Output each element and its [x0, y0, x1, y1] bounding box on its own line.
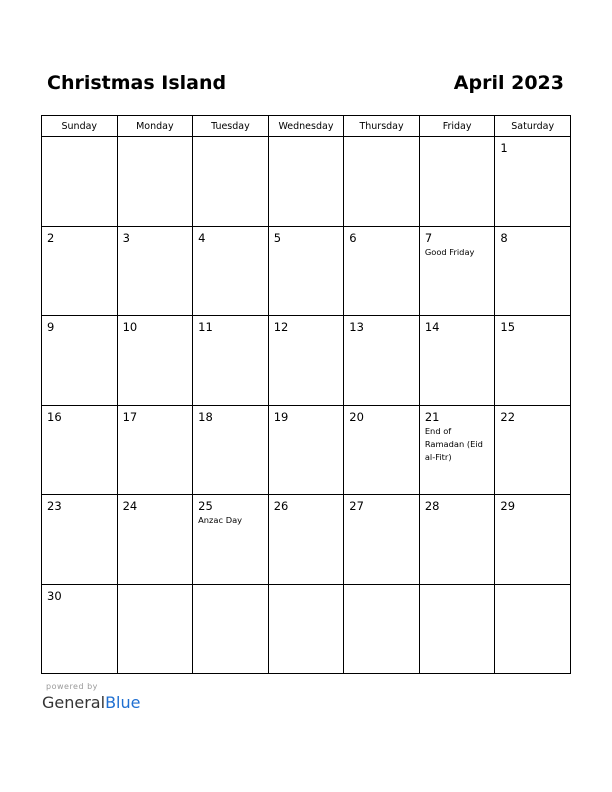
day-number: 25 — [198, 499, 213, 513]
day-cell — [42, 137, 118, 227]
day-number: 10 — [122, 320, 138, 334]
day-number: 15 — [500, 320, 516, 334]
day-number: 26 — [273, 499, 289, 513]
day-cell — [495, 137, 571, 227]
day-number: 28 — [424, 499, 440, 513]
day-cell — [42, 584, 118, 674]
day-cell — [268, 495, 344, 585]
day-cell — [419, 316, 495, 406]
day-cell — [495, 495, 571, 585]
day-number: 21 — [424, 409, 440, 424]
day-cell — [268, 137, 344, 227]
logo-text-general: General — [42, 693, 106, 712]
day-cell — [495, 405, 571, 495]
day-cell — [495, 226, 571, 316]
day-number: 30 — [47, 588, 62, 603]
day-number: 22 — [500, 409, 516, 424]
week-row — [42, 495, 571, 585]
day-cell — [42, 226, 118, 316]
day-cell — [193, 226, 269, 316]
day-number: 8 — [500, 230, 508, 245]
day-cell — [193, 137, 269, 227]
day-cell — [419, 405, 495, 495]
day-number: 20 — [349, 409, 364, 424]
day-cell — [344, 226, 420, 316]
day-number: 19 — [273, 409, 289, 424]
day-cell — [419, 584, 495, 674]
calendar-body — [42, 137, 571, 674]
generalblue-logo[interactable] — [42, 693, 140, 712]
day-number: 17 — [122, 409, 138, 424]
week-row — [42, 584, 571, 674]
day-cell — [419, 226, 495, 316]
day-number: 11 — [198, 320, 213, 334]
day-cell — [193, 316, 269, 406]
day-number: 16 — [47, 409, 62, 424]
day-number: 2 — [47, 230, 55, 245]
day-number: 7 — [424, 230, 433, 245]
day-number: 6 — [349, 230, 357, 245]
week-row — [42, 226, 571, 316]
day-cell — [117, 137, 193, 227]
day-cell — [495, 316, 571, 406]
day-number: 1 — [500, 141, 508, 155]
calendar-grid — [41, 115, 571, 674]
day-number: 18 — [198, 409, 213, 424]
day-cell — [117, 316, 193, 406]
day-cell — [495, 584, 571, 674]
day-cell — [268, 316, 344, 406]
day-cell — [117, 226, 193, 316]
week-row — [42, 316, 571, 406]
holiday-label: Good Friday — [424, 246, 475, 257]
day-cell — [344, 405, 420, 495]
day-number: 3 — [122, 230, 130, 245]
calendar-region-title: Christmas Island — [47, 72, 227, 94]
day-cell — [419, 137, 495, 227]
day-cell — [193, 495, 269, 585]
day-cell — [344, 584, 420, 674]
day-cell — [419, 495, 495, 585]
day-number: 27 — [349, 499, 364, 513]
day-cell — [268, 226, 344, 316]
day-cell — [42, 495, 118, 585]
holiday-label: End of Ramadan (Eid al-Fitr) — [424, 425, 483, 462]
day-number: 24 — [122, 499, 138, 513]
day-cell — [117, 584, 193, 674]
logo-text-blue: Blue — [105, 693, 141, 712]
day-cell — [193, 584, 269, 674]
day-cell — [268, 584, 344, 674]
day-cell — [42, 405, 118, 495]
day-number: 5 — [273, 230, 282, 245]
day-cell — [193, 405, 269, 495]
day-number: 12 — [273, 320, 289, 334]
weekday-wednesday: Wednesday — [268, 116, 344, 137]
calendar-month-title: April 2023 — [453, 72, 564, 94]
holiday-label: Anzac Day — [198, 515, 243, 525]
week-row — [42, 137, 571, 227]
day-number: 23 — [47, 499, 62, 513]
day-number: 29 — [500, 499, 516, 513]
day-cell — [268, 405, 344, 495]
day-number: 9 — [47, 320, 55, 334]
weekday-saturday: Saturday — [495, 116, 571, 137]
weekday-header-row — [42, 116, 571, 137]
weekday-monday: Monday — [117, 116, 193, 137]
day-number: 13 — [349, 320, 364, 334]
weekday-friday: Friday — [419, 116, 495, 137]
day-number: 4 — [198, 230, 206, 245]
weekday-sunday: Sunday — [42, 116, 118, 137]
day-cell — [117, 405, 193, 495]
day-cell — [344, 316, 420, 406]
powered-by-label: powered by — [46, 682, 98, 691]
day-cell — [344, 495, 420, 585]
week-row — [42, 405, 571, 495]
day-cell — [117, 495, 193, 585]
weekday-thursday: Thursday — [344, 116, 420, 137]
weekday-tuesday: Tuesday — [193, 116, 269, 137]
day-cell — [42, 316, 118, 406]
day-cell — [344, 137, 420, 227]
day-number: 14 — [424, 320, 440, 334]
